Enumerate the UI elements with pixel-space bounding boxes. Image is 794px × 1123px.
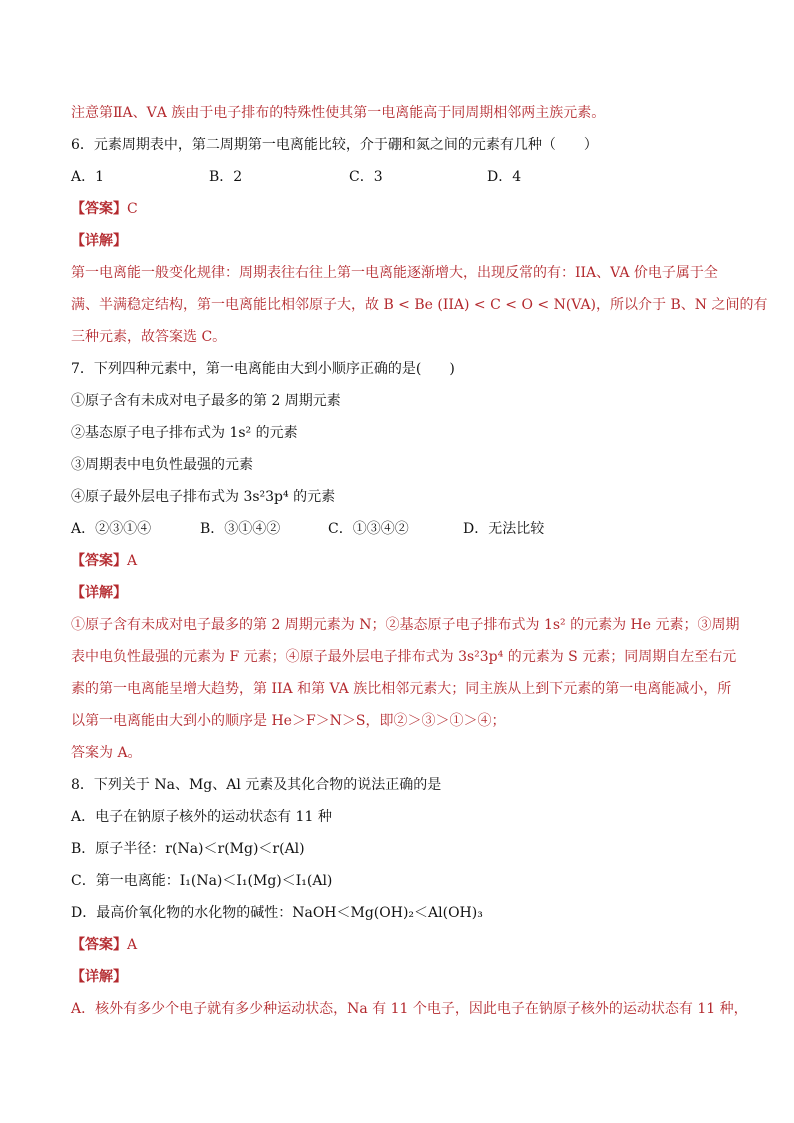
q7-explanation-5: 答案为 A。 [71,745,142,761]
q6-option-a: A．1 [71,169,105,185]
q7-item-1: ①原子含有未成对电子最多的第 2 周期元素 [71,393,341,409]
q7-explanation-4: 以第一电离能由大到小的顺序是 He＞F＞N＞S，即②＞③＞①＞④； [71,713,506,729]
q7-stem: 7．下列四种元素中，第一电离能由大到小顺序正确的是( ) [71,361,455,377]
q7-item-4: ④原子最外层电子排布式为 3s²3p⁴ 的元素 [71,489,336,505]
q6-option-c: C．3 [349,169,383,185]
document-body [71,100,768,1028]
q6-detail-label: 【详解】 [71,233,127,249]
note-line: 注意第ⅡA、ⅤA 族由于电子排布的特殊性使其第一电离能高于同周期相邻两主族元素。 [71,105,606,121]
q7-options [71,516,731,548]
q7-item-2: ②基态原子电子排布式为 1s² 的元素 [71,425,298,441]
q6-explanation-2: 满、半满稳定结构，第一电离能比相邻原子大，故 B < Be (IIA) < C < O < N(VA)，所以介于 B、N 之间的有 [71,297,768,313]
q7-answer [71,548,731,580]
q8-answer [71,932,731,964]
q7-option-a: A．②③①④ [71,521,152,537]
q6-option-b: B．2 [209,169,243,185]
q7-option-d: D．无法比较 [463,521,545,537]
q6-answer [71,196,731,228]
q7-answer-value: A [127,553,138,569]
q7-explanation-1: ①原子含有未成对电子最多的第 2 周期元素为 N；②基态原子电子排布式为 1s² 的元素为 He 元素；③周期 [71,617,740,633]
q6-stem: 6．元素周期表中，第二周期第一电离能比较，介于硼和氮之间的元素有几种（ ） [71,137,598,153]
q7-answer-label: 【答案】 [71,553,127,569]
q7-explanation-2: 表中电负性最强的元素为 F 元素；④原子最外层电子排布式为 3s²3p⁴ 的元素为 S 元素；同周期自左至右元 [71,649,737,665]
q6-explanation-1: 第一电离能一般变化规律：周期表往右往上第一电离能逐渐增大，出现反常的有：IIA、VA 价电子属于全 [71,265,718,281]
q7-item-3: ③周期表中电负性最强的元素 [71,457,253,473]
q8-explanation-1: A．核外有多少个电子就有多少种运动状态，Na 有 11 个电子，因此电子在钠原子核外的运动状态有 11 种， [71,1001,748,1017]
q6-answer-label: 【答案】 [71,201,127,217]
q8-detail-label: 【详解】 [71,969,127,985]
q8-answer-value: A [127,937,138,953]
q8-answer-label: 【答案】 [71,937,127,953]
q6-explanation-3: 三种元素，故答案选 C。 [71,329,227,345]
q7-option-c: C．①③④② [328,521,409,537]
q8-stem: 8．下列关于 Na、Mg、Al 元素及其化合物的说法正确的是 [71,777,442,793]
q6-answer-value: C [127,201,138,217]
q8-option-d: D．最高价氧化物的水化物的碱性：NaOH＜Mg(OH)₂＜Al(OH)₃ [71,905,483,921]
q6-option-d: D．4 [487,169,522,185]
q8-option-c: C．第一电离能：I₁(Na)＜I₁(Mg)＜I₁(Al) [71,873,333,889]
q8-option-a: A．电子在钠原子核外的运动状态有 11 种 [71,809,332,825]
q7-explanation-3: 素的第一电离能呈增大趋势，第 IIA 和第 VA 族比相邻元素大；同主族从上到下元素的第一电离能减小，所 [71,681,732,697]
q6-options [71,164,731,196]
q7-detail-label: 【详解】 [71,585,127,601]
q7-option-b: B．③①④② [200,521,281,537]
q8-option-b: B．原子半径：r(Na)＜r(Mg)＜r(Al) [71,841,305,857]
